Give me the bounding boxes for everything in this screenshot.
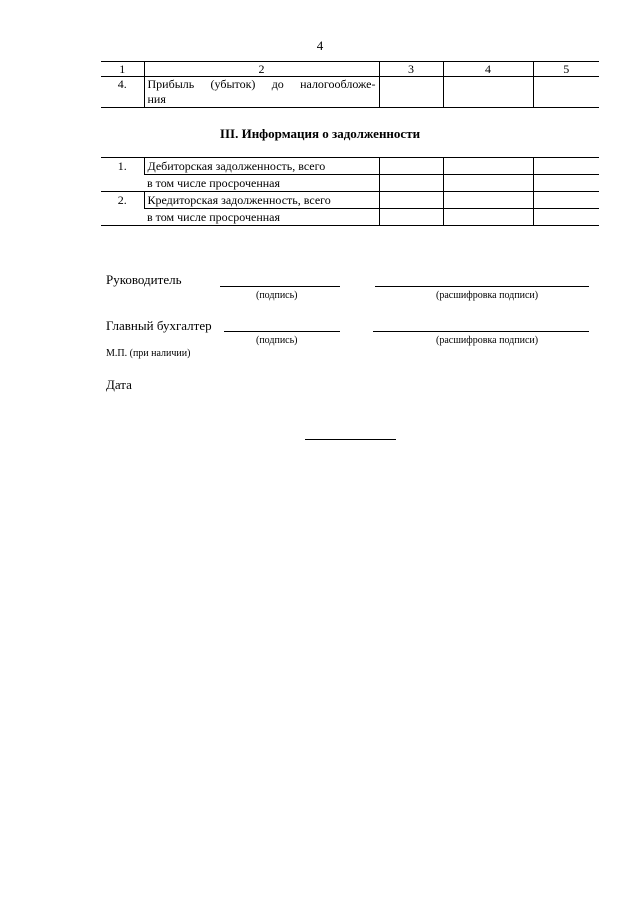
accountant-label: Главный бухгалтер xyxy=(106,318,212,333)
header-cell: 1 xyxy=(101,62,144,77)
value-cell xyxy=(533,209,599,226)
accountant-signature-line xyxy=(224,331,340,332)
end-divider xyxy=(305,439,396,440)
head-decoding-line xyxy=(375,286,589,287)
row-sublabel: в том числе просроченная xyxy=(144,175,379,192)
row-number: 4. xyxy=(101,77,144,108)
value-cell xyxy=(379,175,443,192)
value-cell xyxy=(379,209,443,226)
table-header-row xyxy=(101,62,599,77)
value-cell xyxy=(379,192,443,209)
header-cell: 3 xyxy=(379,62,443,77)
value-cell xyxy=(443,175,533,192)
debt-table xyxy=(101,157,599,226)
table-row xyxy=(101,192,599,209)
section-title: III. Информация о задолженности xyxy=(219,126,421,141)
value-cell xyxy=(533,175,599,192)
header-cell: 2 xyxy=(144,62,379,77)
value-cell xyxy=(379,158,443,175)
date-label: Дата xyxy=(106,377,132,392)
value-cell xyxy=(533,77,599,108)
row-label-line2: ния xyxy=(147,92,166,106)
accountant-signature-caption: (подпись) xyxy=(256,335,298,346)
stamp-label: М.П. (при наличии) xyxy=(106,348,191,359)
value-cell xyxy=(443,192,533,209)
value-cell xyxy=(443,209,533,226)
value-cell xyxy=(379,77,443,108)
head-label: Руководитель xyxy=(106,272,182,287)
header-cell: 5 xyxy=(533,62,599,77)
table-row xyxy=(101,158,599,175)
table-row xyxy=(101,209,599,226)
page-number: 4 xyxy=(316,38,324,53)
accountant-decoding-caption: (расшифровка подписи) xyxy=(436,335,539,346)
value-cell xyxy=(533,158,599,175)
head-signature-caption: (подпись) xyxy=(256,290,298,301)
value-cell xyxy=(443,158,533,175)
profit-table xyxy=(101,61,599,108)
row-label-line1: Прибыль (убыток) до налогообложе- xyxy=(147,77,376,91)
table-row xyxy=(101,77,599,108)
row-label: Дебиторская задолженность, всего xyxy=(144,158,379,175)
value-cell xyxy=(533,192,599,209)
table-row xyxy=(101,175,599,192)
row-number: 2. xyxy=(101,192,144,226)
head-decoding-caption: (расшифровка подписи) xyxy=(436,290,539,301)
accountant-decoding-line xyxy=(373,331,589,332)
row-sublabel: в том числе просроченная xyxy=(144,209,379,226)
row-number: 1. xyxy=(101,158,144,192)
value-cell xyxy=(443,77,533,108)
row-label xyxy=(144,77,379,108)
header-cell: 4 xyxy=(443,62,533,77)
head-signature-line xyxy=(220,286,340,287)
row-label: Кредиторская задолженность, всего xyxy=(144,192,379,209)
